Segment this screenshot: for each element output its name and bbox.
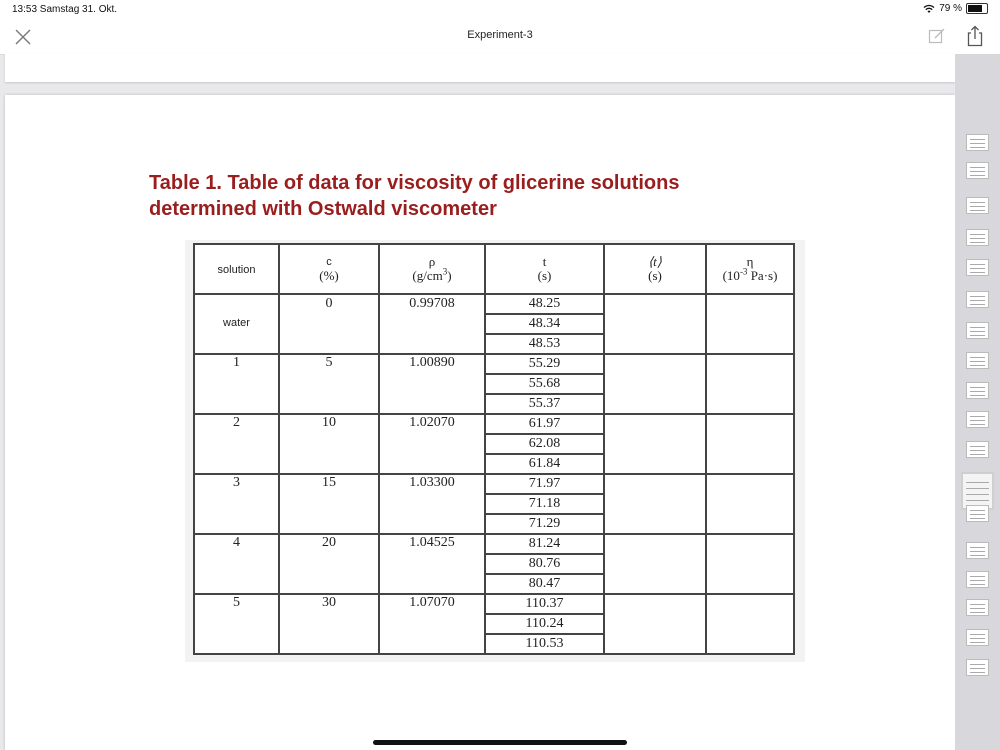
table-image-area [185, 240, 805, 662]
cell-time: 110.53 [485, 634, 604, 654]
cell-time: 55.68 [485, 374, 604, 394]
page-thumbnail[interactable] [966, 229, 989, 246]
cell-solution: 1 [194, 354, 279, 414]
cell-time: 48.34 [485, 314, 604, 334]
cell-density: 1.00890 [379, 354, 485, 414]
page-thumbnail[interactable] [966, 382, 989, 399]
cell-solution: 3 [194, 474, 279, 534]
cell-density: 1.07070 [379, 594, 485, 654]
document-page [5, 95, 955, 750]
cell-viscosity [706, 354, 794, 414]
cell-solution: 4 [194, 534, 279, 594]
battery-percent: 79 % [939, 3, 962, 14]
header-c: c (%) [279, 244, 379, 294]
cell-density: 1.02070 [379, 414, 485, 474]
table-row [194, 414, 794, 434]
table-body [194, 294, 794, 654]
cell-time-average [604, 414, 706, 474]
table-header-row [194, 244, 794, 294]
cell-viscosity [706, 414, 794, 474]
previous-page-strip [5, 54, 955, 82]
page-thumbnail-sidebar[interactable] [955, 54, 1000, 750]
page-thumbnail[interactable] [966, 162, 989, 179]
cell-density: 0.99708 [379, 294, 485, 354]
share-icon[interactable] [966, 25, 984, 47]
cell-concentration: 15 [279, 474, 379, 534]
cell-viscosity [706, 474, 794, 534]
table-row [194, 294, 794, 314]
status-bar [0, 0, 1000, 20]
page-thumbnail[interactable] [966, 291, 989, 308]
home-indicator[interactable] [373, 740, 627, 745]
cell-concentration: 5 [279, 354, 379, 414]
cell-time-average [604, 354, 706, 414]
page-thumbnail[interactable] [966, 411, 989, 428]
page-thumbnail[interactable] [966, 505, 989, 522]
cell-viscosity [706, 294, 794, 354]
document-title: Experiment-3 [467, 29, 533, 41]
page-thumbnail[interactable] [966, 352, 989, 369]
cell-time: 110.37 [485, 594, 604, 614]
header-t-average: ⟨t⟩ (s) [604, 244, 706, 294]
page-thumbnail[interactable] [966, 197, 989, 214]
header-t: t (s) [485, 244, 604, 294]
header-eta: η ($10^{-3}$ Pa·s) [706, 244, 794, 294]
cell-time: 61.97 [485, 414, 604, 434]
page-thumbnail[interactable] [966, 542, 989, 559]
status-right [923, 3, 988, 14]
battery-icon [966, 3, 988, 14]
table-row [194, 474, 794, 494]
page-thumbnail[interactable] [966, 259, 989, 276]
cell-time: 81.24 [485, 534, 604, 554]
cell-time-average [604, 594, 706, 654]
cell-time-average [604, 534, 706, 594]
header-solution: solution [194, 244, 279, 294]
table-caption-line-2: determined with Ostwald viscometer [149, 198, 497, 220]
page-thumbnail[interactable] [966, 599, 989, 616]
status-time-date: 13:53 Samstag 31. Okt. [12, 4, 118, 15]
table-row [194, 534, 794, 554]
cell-time: 80.76 [485, 554, 604, 574]
cell-time-average [604, 294, 706, 354]
cell-time: 71.18 [485, 494, 604, 514]
cell-time: 55.37 [485, 394, 604, 414]
table-row [194, 594, 794, 614]
page-thumbnail[interactable] [966, 322, 989, 339]
page-thumbnail[interactable] [966, 629, 989, 646]
cell-density: 1.03300 [379, 474, 485, 534]
table-row [194, 354, 794, 374]
wifi-icon [923, 4, 935, 14]
cell-solution: water [194, 294, 279, 354]
cell-time: 62.08 [485, 434, 604, 454]
cell-concentration: 30 [279, 594, 379, 654]
cell-time-average [604, 474, 706, 534]
table-caption-line-1: Table 1. Table of data for viscosity of glicerine solutions [149, 172, 680, 194]
table-caption [149, 170, 849, 222]
cell-concentration: 0 [279, 294, 379, 354]
cell-concentration: 20 [279, 534, 379, 594]
cell-viscosity [706, 594, 794, 654]
document-toolbar [0, 20, 1000, 55]
cell-viscosity [706, 534, 794, 594]
cell-time: 48.25 [485, 294, 604, 314]
cell-time: 71.29 [485, 514, 604, 534]
page-thumbnail[interactable] [966, 441, 989, 458]
cell-time: 61.84 [485, 454, 604, 474]
cell-concentration: 10 [279, 414, 379, 474]
cell-solution: 5 [194, 594, 279, 654]
cell-solution: 2 [194, 414, 279, 474]
cell-density: 1.04525 [379, 534, 485, 594]
cell-time: 80.47 [485, 574, 604, 594]
markup-icon[interactable] [928, 27, 946, 45]
page-thumbnail[interactable] [966, 134, 989, 151]
page-thumbnail[interactable] [966, 571, 989, 588]
cell-time: 48.53 [485, 334, 604, 354]
header-rho: ρ $(g/cm^3)$ [379, 244, 485, 294]
page-thumbnail[interactable] [966, 659, 989, 676]
viscosity-data-table [193, 243, 795, 655]
cell-time: 55.29 [485, 354, 604, 374]
cell-time: 71.97 [485, 474, 604, 494]
cell-time: 110.24 [485, 614, 604, 634]
